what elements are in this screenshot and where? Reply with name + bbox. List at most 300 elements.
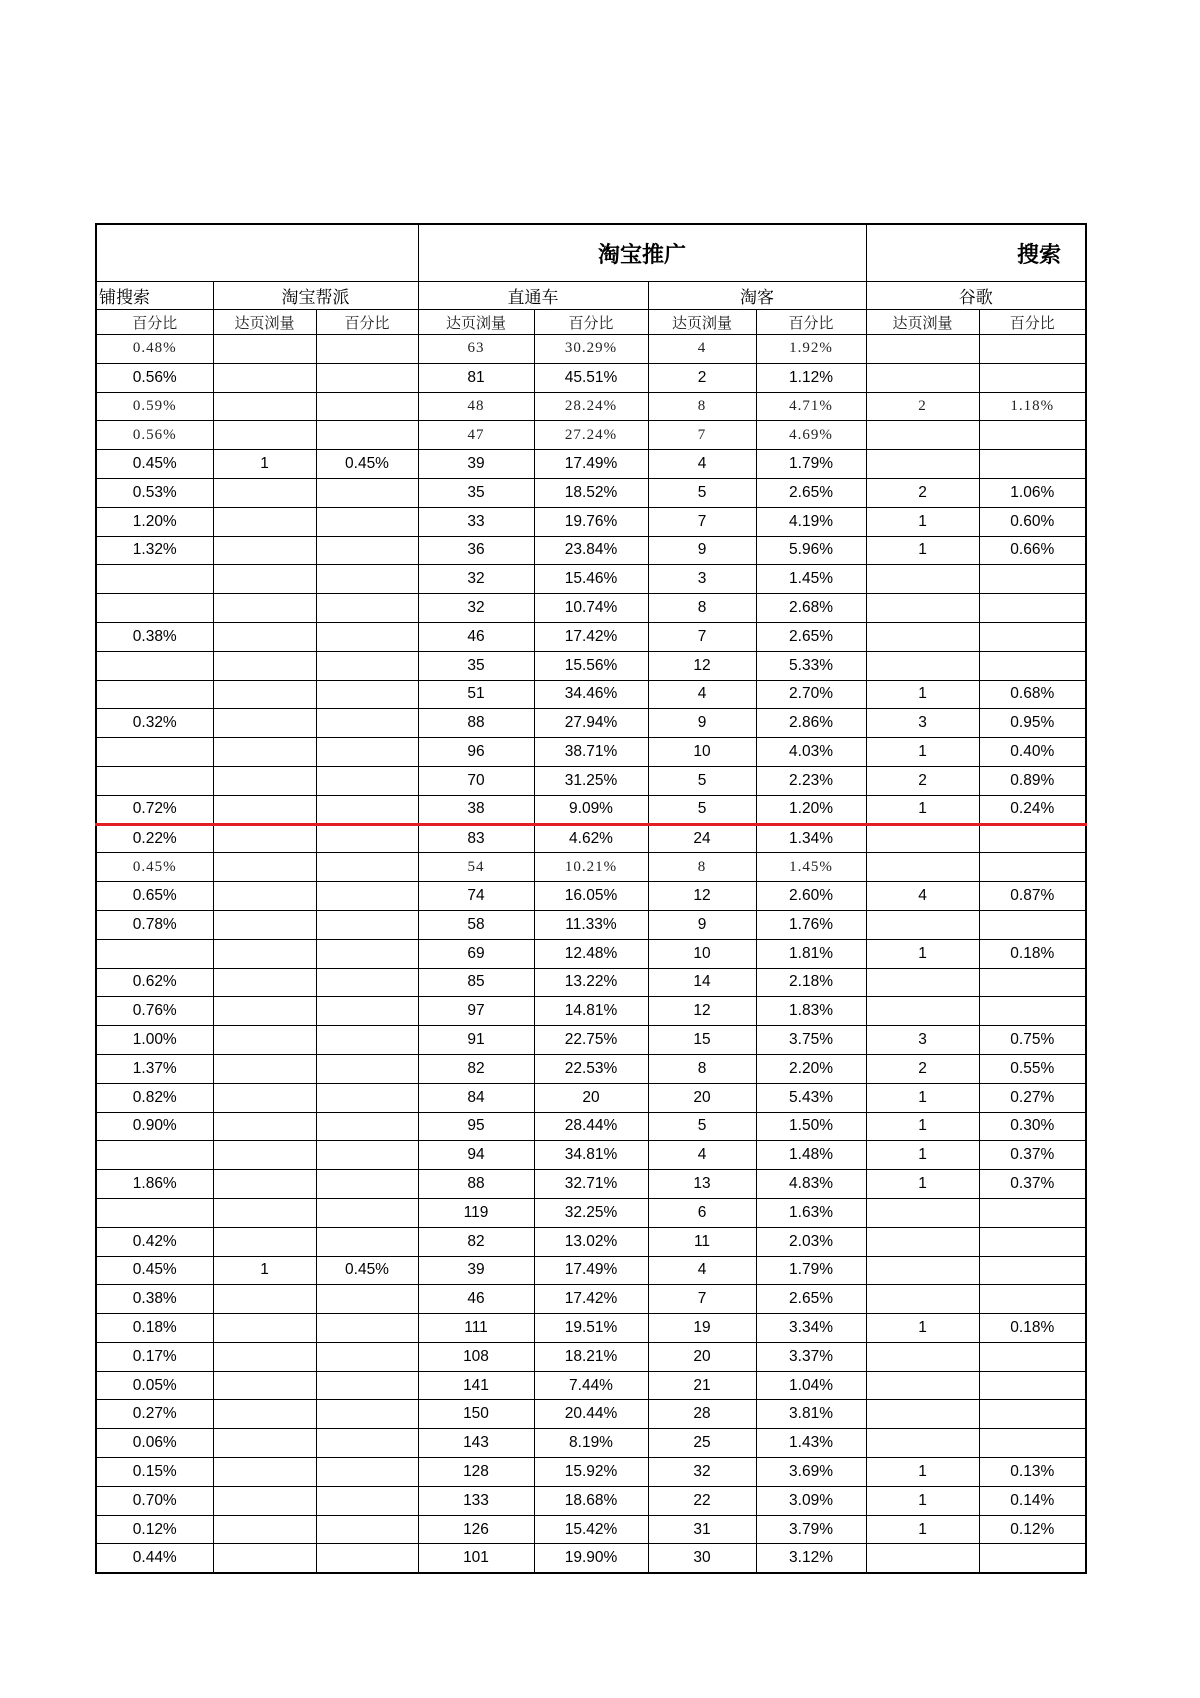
table-cell: 1: [866, 536, 979, 565]
table-cell: 24: [648, 824, 756, 853]
table-cell: [316, 853, 418, 882]
group-header-row: [96, 282, 1086, 310]
table-cell: 11: [648, 1227, 756, 1256]
table-cell: 111: [418, 1314, 534, 1343]
table-cell: 20: [534, 1083, 648, 1112]
table-cell: 1.81%: [756, 939, 866, 968]
column-header-percent-1: 百分比: [96, 310, 213, 335]
table-cell: 8: [648, 392, 756, 421]
table-cell: 0.55%: [979, 1054, 1086, 1083]
table-cell: [213, 1458, 316, 1487]
table-cell: 0.75%: [979, 1026, 1086, 1055]
table-cell: [979, 1429, 1086, 1458]
table-cell: 28: [648, 1400, 756, 1429]
table-cell: 0.15%: [96, 1458, 213, 1487]
table-cell: 20: [648, 1342, 756, 1371]
table-cell: 0.45%: [96, 1256, 213, 1285]
table-row: [96, 1026, 1086, 1055]
table-cell: 30.29%: [534, 335, 648, 364]
table-cell: 1.45%: [756, 853, 866, 882]
table-cell: 126: [418, 1515, 534, 1544]
table-cell: 83: [418, 824, 534, 853]
table-cell: [316, 968, 418, 997]
table-cell: 0.45%: [316, 450, 418, 479]
table-row: [96, 1515, 1086, 1544]
table-cell: 91: [418, 1026, 534, 1055]
column-header-percent-4: 百分比: [756, 310, 866, 335]
table-cell: 0.44%: [96, 1544, 213, 1573]
table-row: [96, 335, 1086, 364]
column-header-percent-5: 百分比: [979, 310, 1086, 335]
table-cell: 1.86%: [96, 1170, 213, 1199]
table-cell: [866, 450, 979, 479]
table-cell: 46: [418, 1285, 534, 1314]
table-row: [96, 1198, 1086, 1227]
table-cell: 23.84%: [534, 536, 648, 565]
table-cell: [316, 1026, 418, 1055]
table-cell: 0.18%: [979, 1314, 1086, 1343]
table-cell: [213, 968, 316, 997]
table-cell: [979, 1227, 1086, 1256]
table-cell: 13: [648, 1170, 756, 1199]
table-cell: 1.92%: [756, 335, 866, 364]
table-cell: 32.25%: [534, 1198, 648, 1227]
table-cell: 18.68%: [534, 1486, 648, 1515]
table-cell: [866, 1429, 979, 1458]
table-cell: 85: [418, 968, 534, 997]
table-row: [96, 1342, 1086, 1371]
table-cell: 19: [648, 1314, 756, 1343]
table-row: [96, 1429, 1086, 1458]
table-cell: 0.22%: [96, 824, 213, 853]
table-cell: 0.95%: [979, 709, 1086, 738]
table-cell: 2: [866, 1054, 979, 1083]
table-cell: 1: [866, 1515, 979, 1544]
table-cell: [316, 1285, 418, 1314]
column-header-row: [96, 310, 1086, 335]
table-row: [96, 910, 1086, 939]
table-cell: 36: [418, 536, 534, 565]
table-cell: 27.94%: [534, 709, 648, 738]
table-cell: [213, 738, 316, 767]
table-row: [96, 882, 1086, 911]
column-header-pageviews-1: 达页浏量: [213, 310, 316, 335]
table-cell: 128: [418, 1458, 534, 1487]
table-cell: [316, 1486, 418, 1515]
table-cell: 13.22%: [534, 968, 648, 997]
table-row: [96, 1285, 1086, 1314]
table-cell: [316, 622, 418, 651]
table-cell: 14.81%: [534, 997, 648, 1026]
table-cell: 1.00%: [96, 1026, 213, 1055]
table-cell: 1.32%: [96, 536, 213, 565]
table-cell: [213, 1371, 316, 1400]
table-cell: 133: [418, 1486, 534, 1515]
table-cell: 2: [866, 478, 979, 507]
table-cell: [866, 1342, 979, 1371]
table-cell: 46: [418, 622, 534, 651]
table-cell: 54: [418, 853, 534, 882]
table-cell: 2: [648, 363, 756, 392]
table-cell: 0.12%: [96, 1515, 213, 1544]
table-cell: 51: [418, 680, 534, 709]
table-cell: 39: [418, 450, 534, 479]
group-header-taoke: 淘客: [648, 282, 866, 310]
table-row: [96, 680, 1086, 709]
table-cell: 3.09%: [756, 1486, 866, 1515]
table-cell: [96, 738, 213, 767]
table-cell: [979, 594, 1086, 623]
table-cell: [316, 738, 418, 767]
table-cell: [979, 997, 1086, 1026]
table-cell: 1.34%: [756, 824, 866, 853]
table-cell: 94: [418, 1141, 534, 1170]
table-cell: 82: [418, 1227, 534, 1256]
table-cell: 2.68%: [756, 594, 866, 623]
table-row: [96, 651, 1086, 680]
table-row: [96, 1371, 1086, 1400]
table-cell: 38.71%: [534, 738, 648, 767]
table-cell: 17.42%: [534, 622, 648, 651]
table-cell: 1.83%: [756, 997, 866, 1026]
table-cell: 101: [418, 1544, 534, 1573]
table-row: [96, 1083, 1086, 1112]
table-cell: [316, 680, 418, 709]
table-cell: 0.59%: [96, 392, 213, 421]
table-cell: 150: [418, 1400, 534, 1429]
table-cell: 10.21%: [534, 853, 648, 882]
table-cell: 8: [648, 1054, 756, 1083]
table-cell: [866, 565, 979, 594]
table-cell: [866, 1544, 979, 1573]
table-cell: 1.06%: [979, 478, 1086, 507]
table-cell: 3.81%: [756, 1400, 866, 1429]
table-cell: 2.65%: [756, 478, 866, 507]
table-cell: 17.49%: [534, 450, 648, 479]
table-cell: 0.56%: [96, 421, 213, 450]
table-cell: 18.21%: [534, 1342, 648, 1371]
table-cell: [213, 939, 316, 968]
table-cell: [96, 594, 213, 623]
table-cell: 4.83%: [756, 1170, 866, 1199]
table-cell: [213, 853, 316, 882]
table-cell: 4: [648, 680, 756, 709]
table-cell: 9.09%: [534, 795, 648, 824]
table-cell: [213, 392, 316, 421]
table-cell: [316, 1198, 418, 1227]
table-cell: 2.20%: [756, 1054, 866, 1083]
group-header-shop-search: 铺搜索: [96, 282, 213, 310]
table-cell: 0.60%: [979, 507, 1086, 536]
table-cell: [866, 968, 979, 997]
table-cell: 88: [418, 1170, 534, 1199]
table-cell: 3: [648, 565, 756, 594]
table-cell: 5.33%: [756, 651, 866, 680]
table-cell: 0.30%: [979, 1112, 1086, 1141]
table-cell: [316, 766, 418, 795]
table-cell: 30: [648, 1544, 756, 1573]
table-cell: 0.24%: [979, 795, 1086, 824]
table-cell: [979, 853, 1086, 882]
table-cell: 0.27%: [979, 1083, 1086, 1112]
table-cell: [213, 824, 316, 853]
table-cell: 4: [648, 1256, 756, 1285]
table-row: [96, 1458, 1086, 1487]
table-cell: [213, 1342, 316, 1371]
column-header-percent-3: 百分比: [534, 310, 648, 335]
table-cell: 1: [866, 738, 979, 767]
table-cell: 3.37%: [756, 1342, 866, 1371]
table-cell: 1: [213, 450, 316, 479]
table-row: [96, 536, 1086, 565]
table-cell: [213, 622, 316, 651]
table-cell: 1.04%: [756, 1371, 866, 1400]
table-cell: 5: [648, 795, 756, 824]
table-cell: 84: [418, 1083, 534, 1112]
table-cell: [979, 1256, 1086, 1285]
table-cell: [213, 1486, 316, 1515]
table-cell: 88: [418, 709, 534, 738]
table-cell: [213, 997, 316, 1026]
table-cell: 28.44%: [534, 1112, 648, 1141]
table-cell: [213, 680, 316, 709]
table-cell: 10.74%: [534, 594, 648, 623]
table-cell: [213, 1170, 316, 1199]
table-cell: [316, 565, 418, 594]
table-cell: 48: [418, 392, 534, 421]
table-cell: 0.56%: [96, 363, 213, 392]
table-cell: 4: [866, 882, 979, 911]
table-cell: 0.48%: [96, 335, 213, 364]
table-cell: [979, 565, 1086, 594]
column-header-pageviews-2: 达页浏量: [418, 310, 534, 335]
table-cell: 4.71%: [756, 392, 866, 421]
table-cell: 1.20%: [96, 507, 213, 536]
table-cell: [866, 594, 979, 623]
table-cell: 4.19%: [756, 507, 866, 536]
table-cell: [213, 363, 316, 392]
table-cell: 1.45%: [756, 565, 866, 594]
column-header-pageviews-4: 达页浏量: [866, 310, 979, 335]
table-cell: 0.32%: [96, 709, 213, 738]
table-cell: 0.13%: [979, 1458, 1086, 1487]
table-cell: 7: [648, 622, 756, 651]
table-cell: 47: [418, 421, 534, 450]
table-cell: 25: [648, 1429, 756, 1458]
table-cell: 1: [213, 1256, 316, 1285]
table-cell: 95: [418, 1112, 534, 1141]
column-header-pageviews-3: 达页浏量: [648, 310, 756, 335]
table-cell: 0.37%: [979, 1141, 1086, 1170]
table-cell: [866, 853, 979, 882]
table-cell: [866, 1256, 979, 1285]
table-cell: 1.20%: [756, 795, 866, 824]
table-cell: 0.76%: [96, 997, 213, 1026]
table-cell: 97: [418, 997, 534, 1026]
table-cell: [213, 795, 316, 824]
table-row: [96, 766, 1086, 795]
table-cell: 33: [418, 507, 534, 536]
table-cell: [213, 1285, 316, 1314]
table-row: [96, 853, 1086, 882]
table-cell: 1.79%: [756, 450, 866, 479]
table-cell: [213, 1198, 316, 1227]
table-cell: 12: [648, 651, 756, 680]
table-cell: 1.37%: [96, 1054, 213, 1083]
table-cell: [96, 680, 213, 709]
table-row: [96, 1486, 1086, 1515]
table-cell: [316, 392, 418, 421]
table-cell: [213, 1429, 316, 1458]
table-cell: [866, 335, 979, 364]
table-cell: 10: [648, 939, 756, 968]
table-row: [96, 421, 1086, 450]
table-cell: [316, 478, 418, 507]
table-cell: [979, 363, 1086, 392]
table-cell: 0.45%: [96, 450, 213, 479]
table-row: [96, 1544, 1086, 1573]
table-cell: 7: [648, 1285, 756, 1314]
top-header-taobao-promotion: 淘宝推广: [418, 224, 866, 282]
table-cell: [866, 651, 979, 680]
table-cell: 1.50%: [756, 1112, 866, 1141]
table-cell: 20.44%: [534, 1400, 648, 1429]
table-cell: [213, 766, 316, 795]
table-cell: 15: [648, 1026, 756, 1055]
table-cell: 19.51%: [534, 1314, 648, 1343]
table-cell: 70: [418, 766, 534, 795]
table-cell: 16.05%: [534, 882, 648, 911]
table-cell: [316, 1400, 418, 1429]
table-cell: [979, 1285, 1086, 1314]
table-cell: [316, 651, 418, 680]
table-cell: 0.18%: [96, 1314, 213, 1343]
table-cell: 3: [866, 1026, 979, 1055]
table-cell: [866, 1371, 979, 1400]
table-row: [96, 795, 1086, 824]
table-cell: 2: [866, 766, 979, 795]
table-row: [96, 968, 1086, 997]
table-cell: 5: [648, 766, 756, 795]
table-cell: 1: [866, 939, 979, 968]
table-row: [96, 1054, 1086, 1083]
table-cell: 22.53%: [534, 1054, 648, 1083]
table-cell: 1.48%: [756, 1141, 866, 1170]
table-cell: 69: [418, 939, 534, 968]
table-cell: 4: [648, 1141, 756, 1170]
table-cell: 8.19%: [534, 1429, 648, 1458]
table-cell: 96: [418, 738, 534, 767]
table-cell: 32: [418, 594, 534, 623]
table-row: [96, 450, 1086, 479]
table-cell: 32.71%: [534, 1170, 648, 1199]
table-cell: [213, 1400, 316, 1429]
group-header-google: 谷歌: [866, 282, 1086, 310]
table-row: [96, 824, 1086, 853]
table-cell: 5: [648, 1112, 756, 1141]
table-cell: 34.81%: [534, 1141, 648, 1170]
table-cell: 31.25%: [534, 766, 648, 795]
table-cell: 81: [418, 363, 534, 392]
table-cell: 0.68%: [979, 680, 1086, 709]
table-row: [96, 1141, 1086, 1170]
table-cell: 11.33%: [534, 910, 648, 939]
table-cell: [213, 1227, 316, 1256]
table-cell: 1: [866, 1170, 979, 1199]
table-cell: 1: [866, 507, 979, 536]
table-row: [96, 622, 1086, 651]
table-row: [96, 709, 1086, 738]
table-cell: 0.87%: [979, 882, 1086, 911]
table-cell: 35: [418, 651, 534, 680]
table-cell: 12: [648, 882, 756, 911]
table-cell: [979, 1371, 1086, 1400]
table-cell: [213, 1314, 316, 1343]
table-cell: [316, 1112, 418, 1141]
table-cell: 1: [866, 1458, 979, 1487]
table-cell: [213, 507, 316, 536]
table-cell: [979, 968, 1086, 997]
table-cell: 20: [648, 1083, 756, 1112]
table-cell: [979, 651, 1086, 680]
table-cell: 18.52%: [534, 478, 648, 507]
table-cell: [316, 910, 418, 939]
table-cell: 7.44%: [534, 1371, 648, 1400]
table-cell: 15.56%: [534, 651, 648, 680]
table-cell: [866, 997, 979, 1026]
table-cell: [979, 824, 1086, 853]
top-header-empty-cell: [96, 224, 418, 282]
table-cell: 119: [418, 1198, 534, 1227]
table-cell: 38: [418, 795, 534, 824]
table-row: [96, 594, 1086, 623]
table-cell: [866, 1227, 979, 1256]
table-cell: 3.12%: [756, 1544, 866, 1573]
table-cell: [213, 478, 316, 507]
table-cell: 0.37%: [979, 1170, 1086, 1199]
table-row: [96, 939, 1086, 968]
table-cell: 15.46%: [534, 565, 648, 594]
table-cell: 28.24%: [534, 392, 648, 421]
table-cell: 1.63%: [756, 1198, 866, 1227]
table-row: [96, 1314, 1086, 1343]
table-cell: 0.90%: [96, 1112, 213, 1141]
table-cell: 0.12%: [979, 1515, 1086, 1544]
table-cell: 141: [418, 1371, 534, 1400]
table-cell: 6: [648, 1198, 756, 1227]
table-cell: [979, 1198, 1086, 1227]
table-cell: [316, 1342, 418, 1371]
table-cell: 4.03%: [756, 738, 866, 767]
table-header: [96, 224, 1086, 335]
table-cell: 0.18%: [979, 939, 1086, 968]
group-header-taobao-bangpai: 淘宝帮派: [213, 282, 418, 310]
table-cell: 1: [866, 1314, 979, 1343]
table-cell: [213, 1141, 316, 1170]
table-cell: 1: [866, 1112, 979, 1141]
table-cell: 2.70%: [756, 680, 866, 709]
table-cell: 0.53%: [96, 478, 213, 507]
table-cell: 0.38%: [96, 622, 213, 651]
group-header-zhitongche: 直通车: [418, 282, 648, 310]
table-cell: [316, 1515, 418, 1544]
table-cell: [213, 882, 316, 911]
table-cell: 4.69%: [756, 421, 866, 450]
table-cell: [316, 1314, 418, 1343]
table-cell: 0.72%: [96, 795, 213, 824]
table-cell: 8: [648, 853, 756, 882]
table-cell: 0.82%: [96, 1083, 213, 1112]
